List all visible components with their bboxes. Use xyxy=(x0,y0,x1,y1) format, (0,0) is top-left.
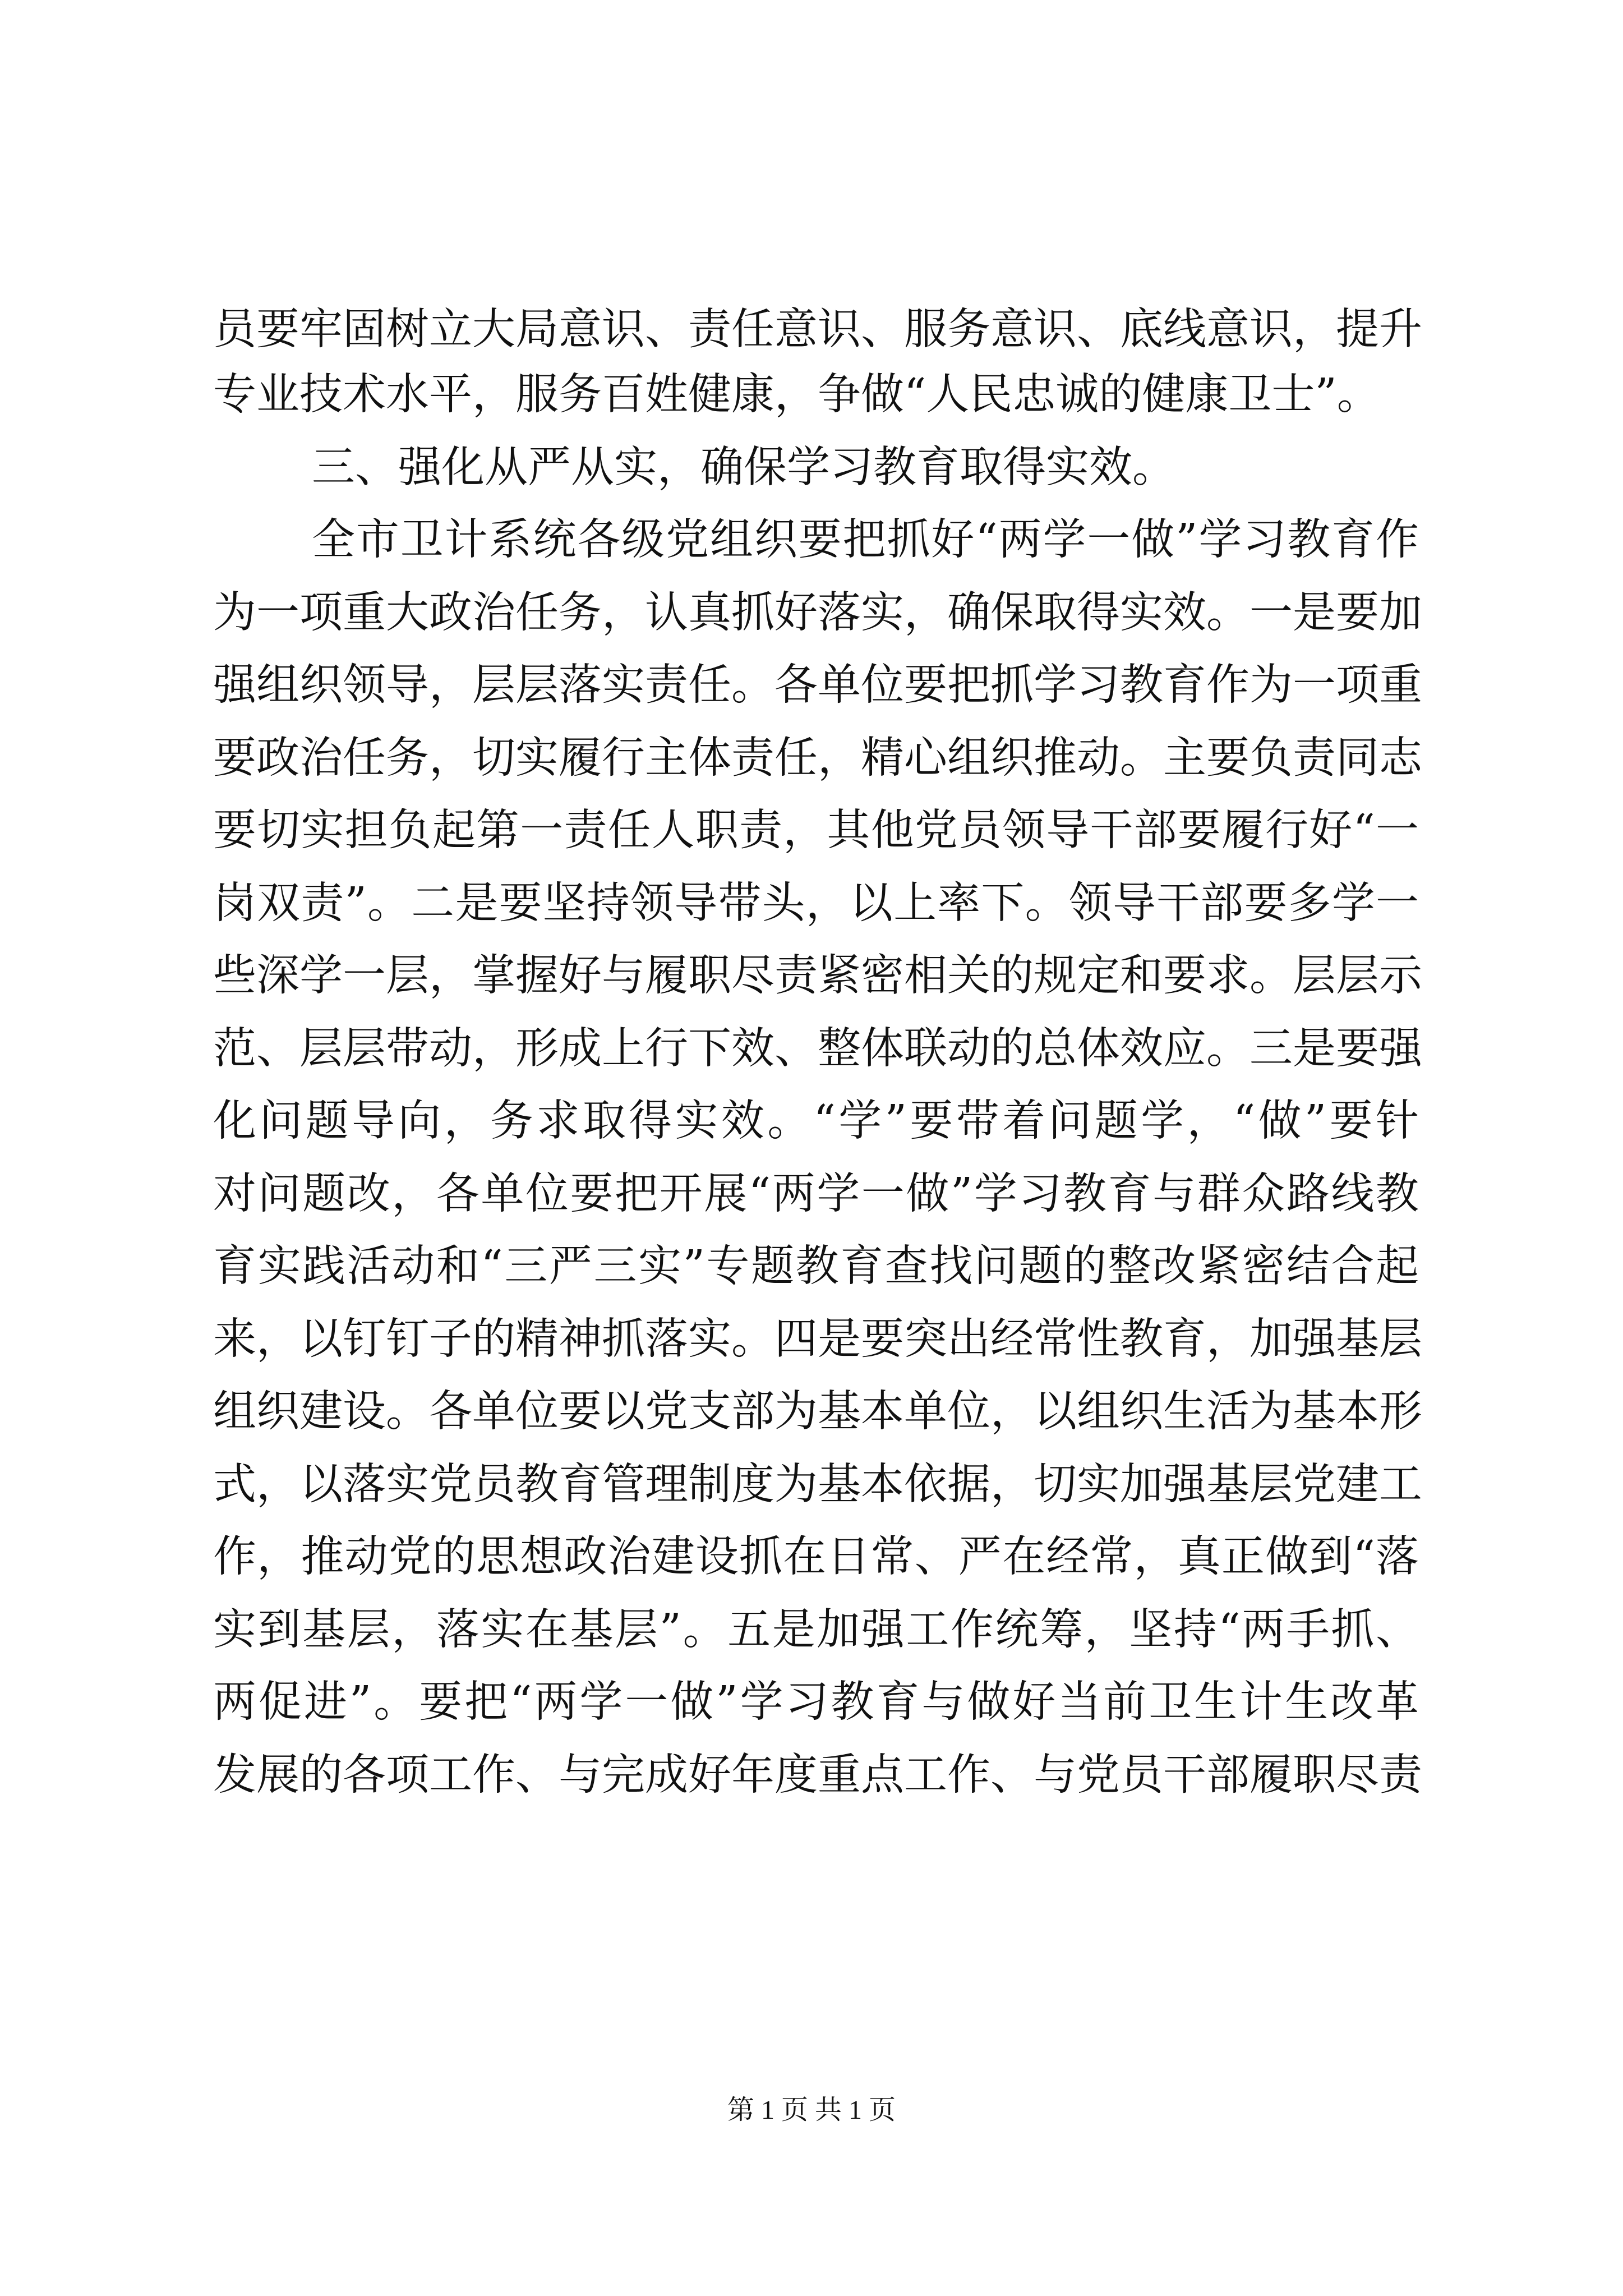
text-line: 为一项重大政治任务，认真抓好落实，确保取得实效。一是要加 xyxy=(213,588,1422,638)
text-line: 要切实担负起第一责任人职责，其他党员领导干部要履行好“一 xyxy=(213,806,1419,855)
text-line: 组织建设。各单位要以党支部为基本单位，以组织生活为基本形 xyxy=(213,1387,1422,1437)
text-line: 对问题改，各单位要把开展“两学一做”学习教育与群众路线教 xyxy=(213,1169,1419,1219)
text-line: 发展的各项工作、与完成好年度重点工作、与党员干部履职尽责 xyxy=(213,1750,1422,1800)
text-line: 全市卫计系统各级党组织要把抓好“两学一做”学习教育作 xyxy=(312,515,1419,565)
section-heading: 三、强化从严从实，确保学习教育取得实效。 xyxy=(312,443,1175,493)
text-line: 范、层层带动，形成上行下效、整体联动的总体效应。三是要强 xyxy=(213,1024,1422,1074)
text-line: 作，推动党的思想政治建设抓在日常、严在经常，真正做到“落 xyxy=(213,1532,1419,1582)
text-line: 实到基层，落实在基层”。五是加强工作统筹，坚持“两手抓、 xyxy=(213,1605,1419,1655)
text-line: 强组织领导，层层落实责任。各单位要把抓学习教育作为一项重 xyxy=(213,660,1422,710)
text-line: 两促进”。要把“两学一做”学习教育与做好当前卫生计生改革 xyxy=(213,1677,1419,1727)
text-line: 育实践活动和“三严三实”专题教育查找问题的整改紧密结合起 xyxy=(213,1241,1419,1291)
text-line: 些深学一层，掌握好与履职尽责紧密相关的规定和要求。层层示 xyxy=(213,951,1422,1001)
text-line: 来，以钉钉子的精神抓落实。四是要突出经常性教育，加强基层 xyxy=(213,1314,1422,1364)
text-line: 员要牢固树立大局意识、责任意识、服务意识、底线意识，提升 xyxy=(213,305,1422,355)
text-line: 岗双责”。二是要坚持领导带头，以上率下。领导干部要多学一 xyxy=(213,878,1419,928)
text-line: 专业技术水平，服务百姓健康，争做“人民忠诚的健康卫士”。 xyxy=(213,370,1380,420)
text-line: 化问题导向，务求取得实效。“学”要带着问题学，“做”要针 xyxy=(213,1096,1419,1146)
text-line: 式，以落实党员教育管理制度为基本依据，切实加强基层党建工 xyxy=(213,1460,1422,1510)
page-number-footer: 第 1 页 共 1 页 xyxy=(727,2095,896,2125)
text-line: 要政治任务，切实履行主体责任，精心组织推动。主要负责同志 xyxy=(213,733,1422,783)
